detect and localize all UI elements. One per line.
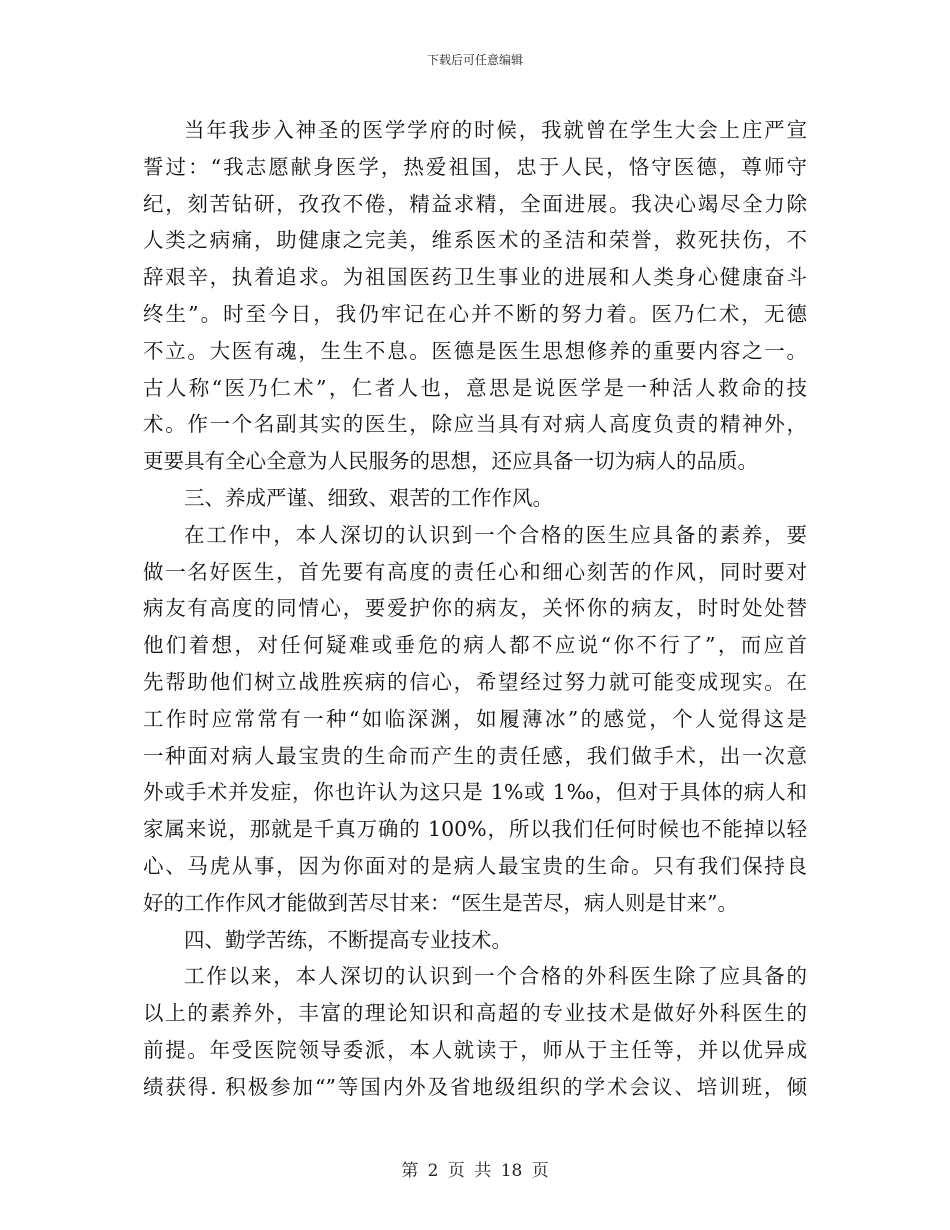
text-line: 病友有高度的同情心，要爱护你的病友，关怀你的病友，时时处处替 — [143, 596, 807, 621]
text-line: 工作时应常常有一种“如临深渊，如履薄冰”的感觉，个人觉得这是 — [143, 706, 807, 731]
section-heading: 三、养成严谨、细致、艰苦的工作作风。 — [184, 485, 553, 510]
text-line: 外或手术并发症，你也许认为这只是 1%或 1‰，但对于具体的病人和 — [143, 780, 807, 805]
text-line: 做一名好医生，首先要有高度的责任心和细心刻苦的作风，同时要对 — [143, 559, 807, 584]
text-line: 不立。大医有魂，生生不息。医德是医生思想修养的重要内容之一。 — [143, 338, 807, 363]
text-line: 好的工作作风才能做到苦尽甘来：“医生是苦尽，病人则是甘来”。 — [143, 890, 738, 915]
text-line: 绩获得. 积极参加“”等国内外及省地级组织的学术会议、培训班，倾 — [143, 1074, 807, 1099]
text-line: 更要具有全心全意为人民服务的思想，还应具备一切为病人的品质。 — [143, 449, 758, 474]
text-line: 他们着想，对任何疑难或垂危的病人都不应说“你不行了”，而应首 — [143, 633, 807, 658]
section-heading: 四、勤学苦练，不断提高专业技术。 — [184, 927, 512, 952]
page-footer: 第 2 页 共 18 页 — [401, 1161, 549, 1181]
text-line: 心、马虎从事，因为你面对的是病人最宝贵的生命。只有我们保持良 — [143, 853, 807, 878]
page-header: 下载后可任意编辑 — [426, 53, 523, 67]
text-line: 一种面对病人最宝贵的生命而产生的责任感，我们做手术，出一次意 — [143, 743, 807, 768]
text-line: 辞艰辛，执着追求。为祖国医药卫生事业的进展和人类身心健康奋斗 — [143, 265, 807, 290]
text-line: 在工作中，本人深切的认识到一个合格的医生应具备的素养，要 — [184, 522, 807, 547]
text-line: 家属来说，那就是千真万确的 100%，所以我们任何时候也不能掉以轻 — [143, 817, 807, 842]
text-line: 前提。年受医院领导委派，本人就读于，师从于主任等，并以优异成 — [143, 1037, 807, 1062]
text-line: 工作以来，本人深切的认识到一个合格的外科医生除了应具备的 — [184, 964, 807, 989]
document-body — [143, 112, 807, 1106]
text-line: 术。作一个名副其实的医生，除应当具有对病人高度负责的精神外， — [143, 412, 807, 437]
text-line: 当年我步入神圣的医学学府的时候，我就曾在学生大会上庄严宣 — [184, 118, 807, 142]
text-line: 以上的素养外，丰富的理论知识和高超的专业技术是做好外科医生的 — [143, 1001, 807, 1026]
text-line: 终生”。时至今日，我仍牢记在心并不断的努力着。医乃仁术，无德 — [143, 301, 807, 326]
text-line: 古人称“医乃仁术”，仁者人也，意思是说医学是一种活人救命的技 — [143, 375, 807, 400]
text-line: 纪，刻苦钻研，孜孜不倦，精益求精，全面进展。我决心竭尽全力除 — [143, 191, 807, 216]
text-line: 人类之病痛，助健康之完美，维系医术的圣洁和荣誉，救死扶伤，不 — [143, 228, 807, 253]
text-line: 先帮助他们树立战胜疾病的信心，希望经过努力就可能变成现实。在 — [143, 669, 807, 694]
text-line: 誓过：“我志愿献身医学，热爱祖国，忠于人民，恪守医德，尊师守 — [143, 154, 807, 179]
